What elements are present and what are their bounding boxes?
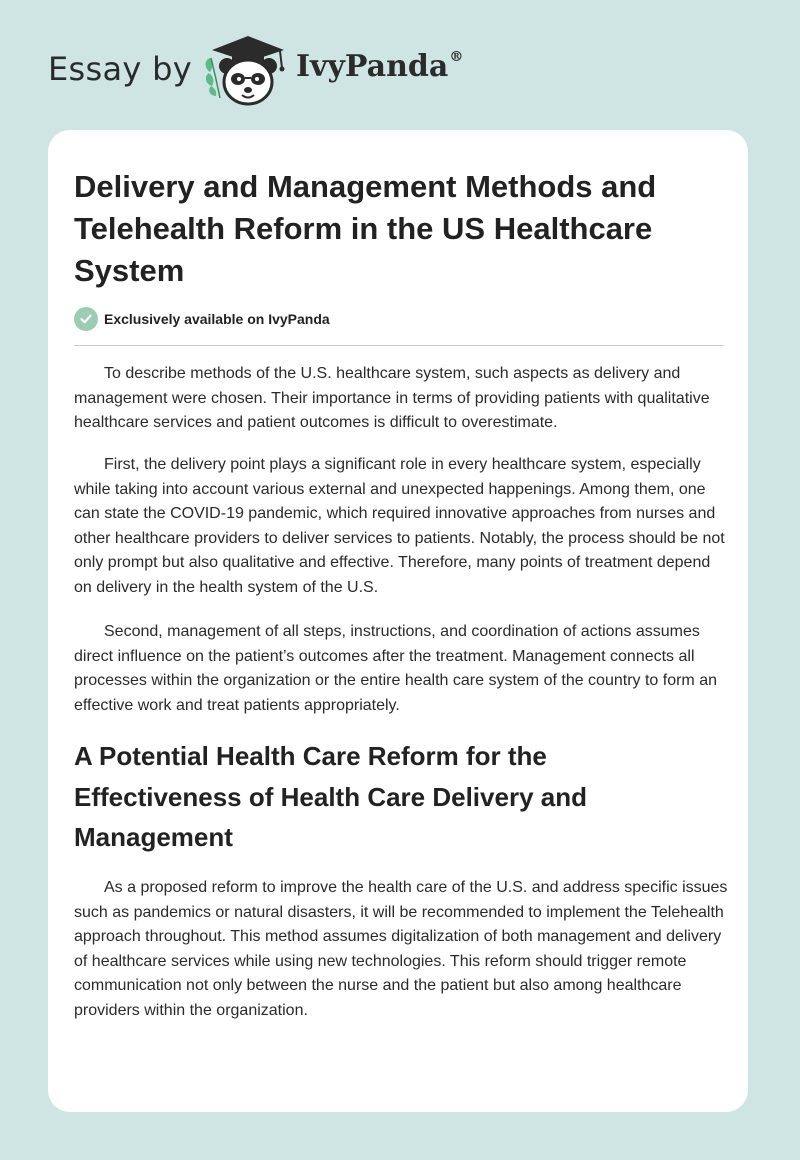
paragraph-delivery: First, the delivery point plays a significant role in every healthcare system, especially while taking into account various external and unexpected happenings. Among them, one can state the COVID-19 pandemic, which required innovative approaches from nurses and other healthcare providers to deliver services to patients. Notably, the process should be not only prompt but also qualitative and effective. Therefore, many points of treatment depend on delivery in the health system of the U.S. [74, 456, 725, 596]
exclusive-badge [74, 306, 330, 332]
page-title: Delivery and Management Methods and Telehealth Reform in the US Healthcare System [74, 169, 657, 288]
site-header-logo[interactable] [48, 34, 468, 114]
section-heading: A Potential Health Care Reform for the Effectiveness of Health Care Delivery and Management [74, 741, 587, 852]
check-circle-icon [74, 307, 98, 331]
paragraph-management: Second, management of all steps, instructions, and coordination of actions assumes direct influence on the patient’s outcomes after the treatment. Management connects all processes within the organization or the entire health care system of the country to form an effective work and treat patients appropriately. [74, 623, 717, 714]
panda-logo-icon [202, 34, 294, 110]
brand-name: IvyPanda® [296, 49, 464, 84]
registered-mark: ® [449, 49, 464, 65]
brand-prefix: Essay by [48, 50, 192, 88]
paragraph-reform: As a proposed reform to improve the health care of the U.S. and address specific issues such as pandemics or natural disasters, it will be recommended to implement the Telehealth approach throughout. This method assumes digitalization of both management and delivery of healthcare services while using new technologies. This reform should trigger remote communication not only between the nurse and the patient but also among healthcare providers within the organization. [74, 879, 728, 1019]
exclusive-label: Exclusively available on IvyPanda [104, 311, 330, 327]
essay-card [48, 130, 748, 1112]
title-divider [74, 345, 724, 346]
paragraph-intro: To describe methods of the U.S. healthcare system, such aspects as delivery and management were chosen. Their importance in terms of providing patients with qualitative healthcare services and patient outcomes is difficult to overestimate. [74, 365, 710, 432]
ivy-leaf-icon [206, 58, 221, 98]
